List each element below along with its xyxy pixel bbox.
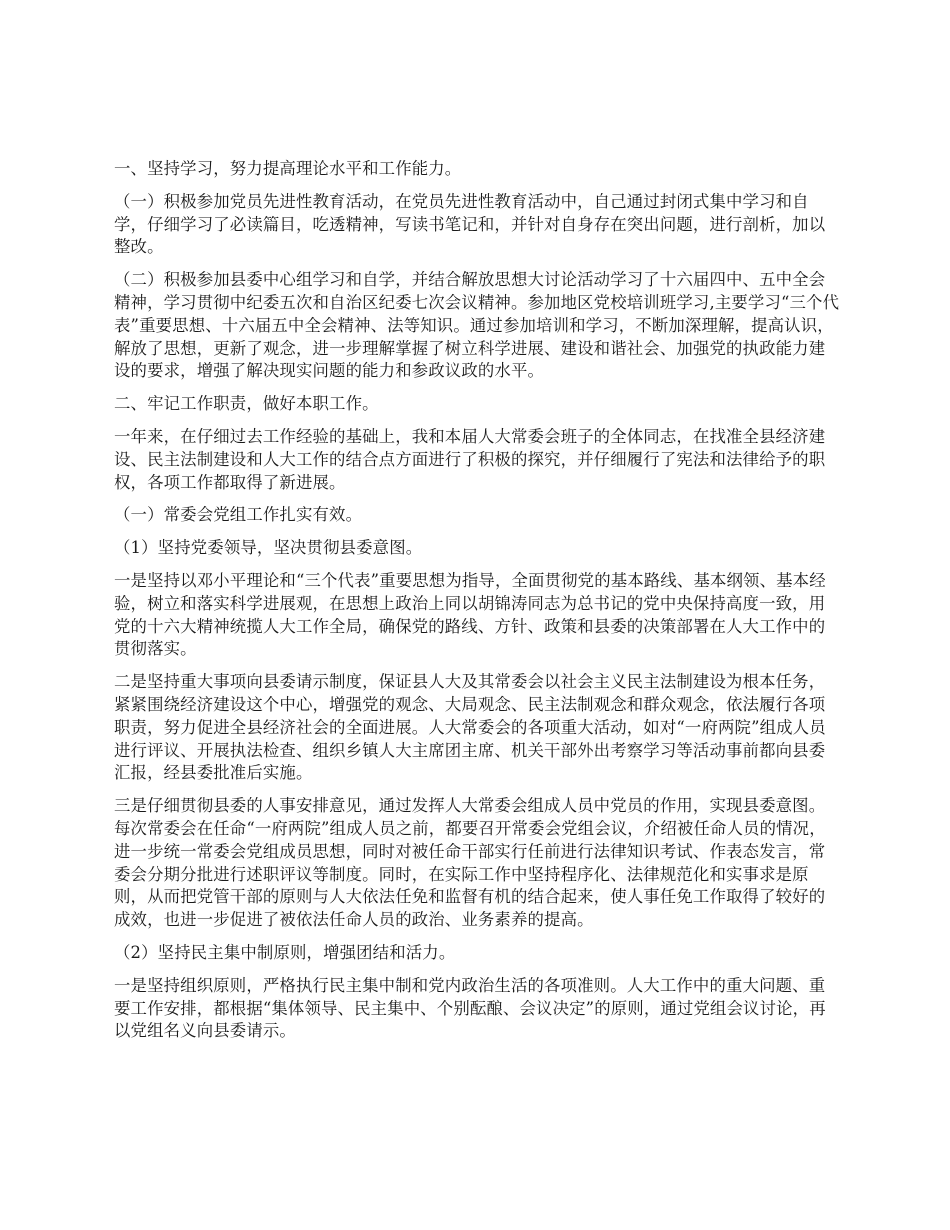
paragraph: 三是仔细贯彻县委的人事安排意见，通过发挥人大常委会组成人员中党员的作用，实现县委意图。每次常委会在任命“一府两院”组成人员之前，都要召开常委会党组会议，介绍被任命人员的情况，进一步统一常委会党组成员思想，同时对被任命干部实行任前进行法律知识考试、作表态发言，常委会分期分批进行述职评议等制度。同时，在实际工作中坚持程序化、法律规范化和实事求是原则，从而把党管干部的原则与人大依法任免和监督有机的结合起来，使人事任免工作取得了较好的成效，也进一步促进了被依法任命人员的政治、业务素养的提高。 <box>114 796 826 930</box>
paragraph: 二是坚持重大事项向县委请示制度，保证县人大及其常委会以社会主义民主法制建设为根本任务，紧紧围绕经济建设这个中心，增强党的观念、大局观念、民主法制观念和群众观念，依法履行各项职责，努力促进全县经济社会的全面进展。人大常委会的各项重大活动，如对“一府两院”组成人员进行评议、开展执法检查、组织乡镇人大主席团主席、机关干部外出考察学习等活动事前都向县委汇报，经县委批准后实施。 <box>114 672 826 783</box>
paragraph: 一是坚持组织原则，严格执行民主集中制和党内政治生活的各项准则。人大工作中的重大问题、重要工作安排，都根据“集体领导、民主集中、个别酝酿、会议决定”的原则，通过党组会议讨论，再以党组名义向县委请示。 <box>114 975 826 1041</box>
heading-section-1: 一、坚持学习，努力提高理论水平和工作能力。 <box>114 159 462 178</box>
document-body <box>114 158 840 1053</box>
subheading: （1）坚持党委领导，坚决贯彻县委意图。 <box>114 538 423 558</box>
paragraph: 一是坚持以邓小平理论和“三个代表”重要思想为指导，全面贯彻党的基本路线、基本纲领、基本经验，树立和落实科学进展观，在思想上政治上同以胡锦涛同志为总书记的党中央保持高度一致，用党的十六大精神统揽人大工作全局，确保党的路线、方针、政策和县委的决策部署在人大工作中的贯彻落实。 <box>114 570 826 659</box>
paragraph: 一年来，在仔细过去工作经验的基础上，我和本届人大常委会班子的全体同志，在找准全县经济建设、民主法制建设和人大工作的结合点方面进行了积极的探究，并仔细履行了宪法和法律给予的职权，各项工作都取得了新进展。 <box>114 426 826 492</box>
paragraph: （一）积极参加党员先进性教育活动，在党员先进性教育活动中，自己通过封闭式集中学习和自学，仔细学习了必读篇目，吃透精神，写读书笔记和，并针对自身存在突出问题，进行剖析，加以整改。 <box>114 191 826 257</box>
heading-section-2: 二、牢记工作职责，做好本职工作。 <box>114 394 379 414</box>
subheading: （一）常委会党组工作扎实有效。 <box>114 505 363 525</box>
subheading: （2）坚持民主集中制原则，增强团结和活力。 <box>114 942 456 962</box>
paragraph: （二）积极参加县委中心组学习和自学，并结合解放思想大讨论活动学习了十六届四中、五中全会精神，学习贯彻中纪委五次和自治区纪委七次会议精神。参加地区党校培训班学习,主要学习“三个代表”重要思想、十六届五中全会精神、法等知识。通过参加培训和学习，不断加深理解，提高认识，解放了思想，更新了观念，进一步理解掌握了树立科学进展、建设和谐社会、加强党的执政能力建设的要求，增强了解决现实问题的能力和参政议政的水平。 <box>114 270 840 381</box>
